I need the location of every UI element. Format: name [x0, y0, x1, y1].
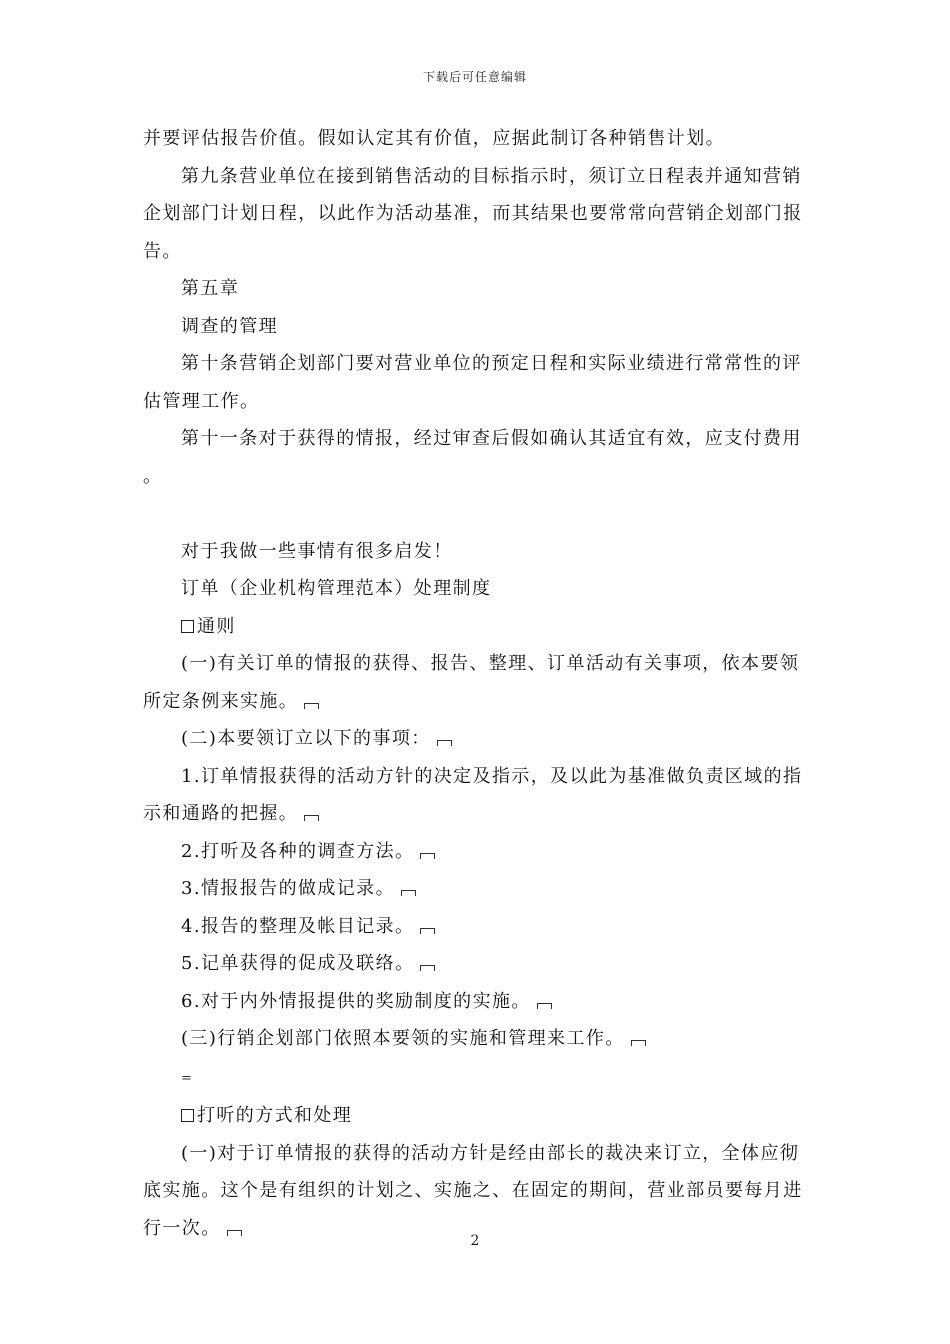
item-4: [143, 908, 813, 946]
header-note: 下载后可任意编辑: [422, 70, 527, 84]
paragraph-mark-icon: [631, 1040, 646, 1046]
chapter-subtitle: 调查的管理: [181, 315, 278, 337]
paragraph-mark-icon: [304, 815, 319, 821]
comment-line: 对于我做一些事情有很多启发！: [181, 540, 453, 562]
item-5: [143, 945, 813, 983]
section-general: [143, 608, 813, 646]
item-2: [143, 833, 813, 871]
chapter-heading: 第五章: [181, 278, 240, 299]
article-10: 第十条营销企划部门要对营业单位的预定日程和实际业绩进行常常性的评估管理工作。: [143, 353, 802, 412]
clause-1: [143, 645, 813, 720]
item-3: [143, 870, 813, 908]
page-number: 2: [470, 1233, 480, 1249]
clause-3: [143, 1020, 813, 1058]
document-title: 订单（企业机构管理范本）处理制度: [181, 578, 492, 599]
item-2-text: 2.打听及各种的调查方法。: [181, 840, 415, 862]
section-divider-mark: =: [181, 1070, 194, 1086]
clause-2-text: (二)本要领订立以下的事项：: [181, 728, 431, 749]
item-3-text: 3.情报报告的做成记录。: [181, 878, 395, 899]
article-9: 第九条营业单位在接到销售活动的目标指示时，须订立日程表并通知营销企划部门计划日程，以此作为活动基准，而其结果也要常常向营销企划部门报告。: [143, 165, 803, 262]
blank-line: [143, 495, 813, 533]
item-5-text: 5.记单获得的促成及联络。: [181, 953, 415, 974]
section-inquiry: [143, 1097, 813, 1135]
item-1-text: 1.订单情报获得的活动方针的决定及指示，及以此为基准做负责区域的指示和通路的把握。: [143, 765, 803, 824]
paragraph-mark-icon: [537, 1003, 552, 1009]
section-inquiry-label: 打听的方式和处理: [197, 1105, 353, 1126]
checkbox-square-icon: [181, 620, 194, 633]
document-body: [143, 120, 813, 1247]
item-4-text: 4.报告的整理及帐目记录。: [181, 915, 415, 937]
clause-2: [143, 720, 813, 758]
paragraph-mark-icon: [437, 740, 452, 746]
clause-1-text: (一)有关订单的情报的获得、报告、整理、订单活动有关事项，依本要领所定条例来实施。: [143, 653, 800, 712]
item-6: [143, 983, 813, 1021]
paragraph-mark-icon: [420, 853, 435, 859]
section-general-label: 通则: [197, 615, 236, 637]
paragraph-mark-icon: [420, 965, 435, 971]
clause-3-text: (三)行销企划部门依照本要领的实施和管理来工作。: [181, 1028, 625, 1049]
checkbox-square-icon: [181, 1109, 194, 1122]
item-6-text: 6.对于内外情报提供的奖励制度的实施。: [181, 990, 531, 1012]
paragraph-1: 并要评估报告价值。假如认定其有价值，应据此制订各种销售计划。: [143, 128, 725, 149]
article-11: 第十一条对于获得的情报，经过审查后假如确认其适宜有效，应支付费用 。: [143, 428, 802, 487]
section-divider: [143, 1058, 813, 1098]
paragraph-mark-icon: [401, 890, 416, 896]
item-1: [143, 758, 813, 833]
paragraph-mark-icon: [304, 703, 319, 709]
inquiry-clause-1: [143, 1135, 813, 1248]
paragraph-mark-icon: [420, 928, 435, 934]
inquiry-clause-1-text: (一)对于订单情报的获得的活动方针是经由部长的裁决来订立，全体应彻底实施。这个是有组织的计划之、实施之、在固定的期间，营业部员要每月进行一次。: [143, 1142, 803, 1239]
